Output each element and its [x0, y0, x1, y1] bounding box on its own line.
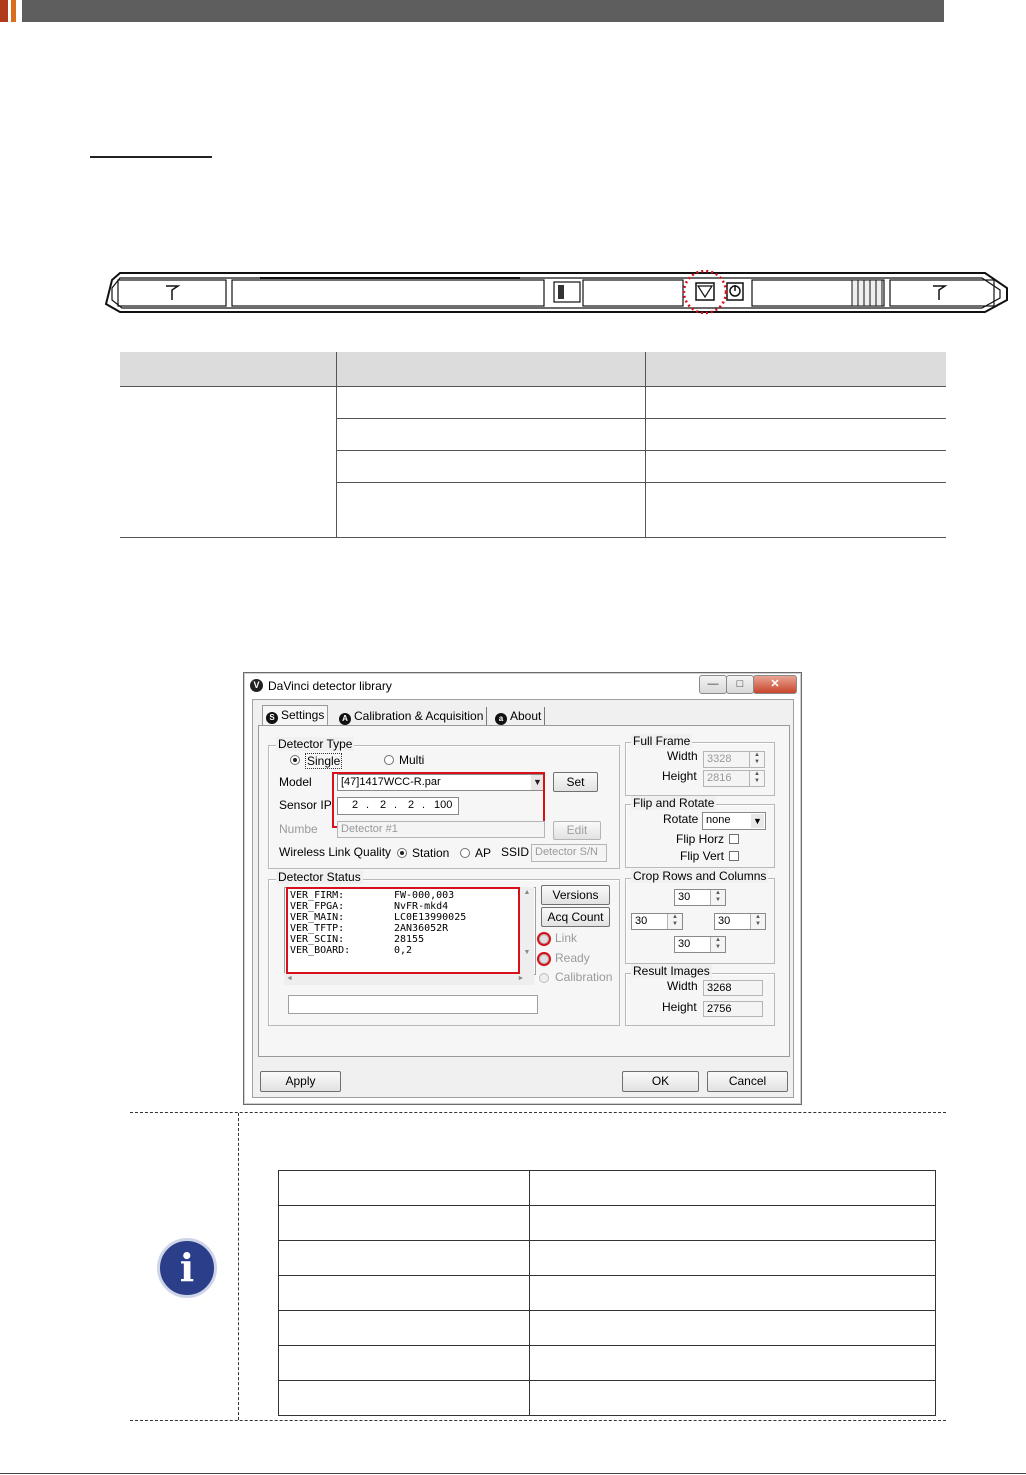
highlight-box-status — [286, 887, 520, 974]
status-key: VER_FPGA: — [290, 901, 345, 912]
flip-vert-label: Flip Vert — [680, 849, 725, 863]
ap-radio[interactable] — [460, 848, 470, 858]
spinner-icon[interactable]: ▲ ▼ — [749, 752, 764, 767]
ip-octet-1: 2 — [352, 799, 359, 811]
acq-count-button[interactable]: Acq Count — [541, 907, 610, 927]
table-row — [279, 1346, 936, 1381]
table-row — [279, 1381, 936, 1416]
table-header-row — [120, 352, 946, 387]
ok-button[interactable]: OK — [622, 1071, 699, 1092]
header-accent-dark — [0, 0, 8, 22]
highlight-circle-ready — [537, 952, 551, 966]
about-tab-icon: a — [495, 713, 507, 725]
ip-dot: . — [366, 799, 370, 811]
chevron-down-icon: ▼ — [751, 814, 764, 828]
chevron-down-icon[interactable]: ▼ — [531, 775, 544, 790]
table-cell — [337, 483, 646, 538]
table-cell — [646, 387, 947, 419]
full-frame-width-label: Width — [667, 749, 698, 763]
number-select[interactable]: Detector #1 — [337, 821, 545, 838]
spinner-icon[interactable]: ▲ ▼ — [750, 914, 765, 929]
tab-about[interactable] — [492, 707, 545, 725]
horizontal-scrollbar[interactable]: ◄ ► — [284, 973, 534, 985]
table-cell — [646, 451, 947, 483]
crop-title: Crop Rows and Columns — [633, 869, 767, 883]
table-row — [120, 387, 946, 419]
ap-label: AP — [475, 846, 492, 860]
header-bar — [22, 0, 944, 22]
table-row — [279, 1171, 936, 1206]
vertical-scrollbar[interactable]: ▲ ▼ — [520, 887, 534, 973]
number-label: Numbe — [279, 822, 318, 836]
table-cell — [279, 1276, 530, 1311]
crop-top-value: 30 — [678, 891, 691, 903]
status-key: VER_MAIN: — [290, 912, 345, 923]
table-cell — [646, 483, 947, 538]
info-box-divider — [238, 1113, 239, 1420]
maximize-button[interactable]: □ — [726, 675, 754, 694]
table-header-cell — [646, 352, 947, 387]
davinci-window — [243, 672, 802, 1105]
crop-left-value: 30 — [635, 915, 648, 927]
set-button[interactable]: Set — [553, 772, 598, 792]
window-title: DaVinci detector library — [268, 679, 392, 693]
model-select[interactable]: [47]1417WCC-R.par — [337, 774, 545, 791]
table-row — [279, 1241, 936, 1276]
table-cell — [120, 387, 337, 538]
ip-octet-4: 100 — [434, 799, 453, 811]
ip-octet-2: 2 — [380, 799, 387, 811]
crop-top-field[interactable] — [674, 889, 726, 906]
table-cell — [337, 387, 646, 419]
model-label: Model — [279, 775, 312, 789]
crop-right-field[interactable] — [714, 913, 766, 930]
status-value: 0,2 — [394, 945, 413, 956]
crop-left-field[interactable] — [631, 913, 683, 930]
detector-type-title: Detector Type — [278, 737, 353, 751]
ssid-field[interactable]: Detector S/N — [531, 844, 607, 862]
crop-bottom-value: 30 — [678, 938, 691, 950]
status-key: VER_BOARD: — [290, 945, 351, 956]
versions-button[interactable]: Versions — [541, 885, 610, 905]
status-value: 2AN36052R — [394, 923, 449, 934]
status-key: VER_FIRM: — [290, 890, 345, 901]
flip-horz-label: Flip Horz — [676, 832, 725, 846]
info-icon: i — [157, 1238, 217, 1298]
single-radio[interactable] — [290, 755, 300, 765]
status-key: VER_TFTP: — [290, 923, 345, 934]
full-frame-height-value: 2816 — [707, 772, 732, 784]
multi-label: Multi — [399, 753, 425, 767]
minimize-button[interactable]: — — [699, 675, 727, 694]
edit-button[interactable]: Edit — [553, 821, 601, 840]
spinner-icon[interactable]: ▲ ▼ — [710, 937, 725, 952]
status-value: LC0E13990025 — [394, 912, 467, 923]
result-height-field[interactable]: 2756 — [703, 1001, 763, 1017]
table-cell — [279, 1241, 530, 1276]
info-box-top-border — [130, 1112, 946, 1113]
result-width-label: Width — [667, 979, 698, 993]
table-cell — [279, 1346, 530, 1381]
full-frame-height-label: Height — [662, 769, 697, 783]
ip-dot: . — [394, 799, 398, 811]
table-cell — [646, 419, 947, 451]
ssid-label: SSID — [501, 845, 530, 859]
wireless-link-quality-label: Wireless Link Quality — [279, 845, 392, 859]
detector-side-illustration — [100, 270, 1012, 318]
table-cell — [530, 1276, 936, 1311]
status-value: FW-000,003 — [394, 890, 455, 901]
highlight-box-model-ip — [332, 772, 545, 828]
link-label: Link — [555, 931, 578, 945]
calibration-indicator — [539, 973, 549, 983]
table-cell — [279, 1381, 530, 1416]
result-width-field[interactable]: 3268 — [703, 980, 763, 996]
tab-settings[interactable] — [262, 705, 328, 726]
cancel-button[interactable]: Cancel — [707, 1071, 788, 1092]
tab-label: About — [510, 709, 542, 723]
ip-dot: . — [422, 799, 426, 811]
table-header-cell — [120, 352, 337, 387]
progress-bar — [288, 995, 538, 1014]
result-images-title: Result Images — [633, 964, 710, 978]
table-cell — [530, 1171, 936, 1206]
status-value: NvFR-mkd4 — [394, 901, 449, 912]
status-value: 28155 — [394, 934, 425, 945]
rotate-label: Rotate — [663, 812, 699, 826]
flip-horz-checkbox[interactable] — [729, 834, 739, 844]
ip-octet-3: 2 — [408, 799, 415, 811]
apply-button[interactable]: Apply — [260, 1071, 341, 1092]
calibration-label: Calibration — [555, 970, 613, 984]
led-status-table — [120, 352, 946, 538]
table-cell — [279, 1206, 530, 1241]
full-frame-title: Full Frame — [633, 734, 691, 748]
tab-label: Calibration & Acquisition — [354, 709, 484, 723]
multi-radio[interactable] — [384, 755, 394, 765]
result-height-label: Height — [662, 1000, 697, 1014]
detector-status-title: Detector Status — [278, 870, 361, 884]
table-row — [279, 1206, 936, 1241]
single-label: Single — [307, 754, 341, 768]
status-key: VER_SCIN: — [290, 934, 345, 945]
tab-label: Settings — [281, 708, 325, 722]
full-frame-width-field[interactable] — [703, 751, 765, 768]
spinner-icon[interactable]: ▲ ▼ — [667, 914, 682, 929]
spinner-icon[interactable]: ▲ ▼ — [749, 771, 764, 786]
station-radio[interactable] — [397, 848, 407, 858]
info-box-bottom-border — [130, 1420, 946, 1421]
footer-rule — [0, 1473, 1026, 1474]
table-cell — [530, 1206, 936, 1241]
rotate-value: none — [706, 814, 731, 826]
table-cell — [530, 1381, 936, 1416]
settings-tab-icon: S — [266, 712, 278, 724]
rotate-select[interactable] — [702, 812, 766, 830]
info-table — [278, 1170, 936, 1416]
app-logo-icon: V — [250, 679, 263, 692]
table-row — [279, 1276, 936, 1311]
flip-rotate-title: Flip and Rotate — [633, 796, 715, 810]
close-button[interactable]: ✕ — [753, 675, 797, 694]
table-row — [279, 1311, 936, 1346]
subsection-underline — [90, 156, 212, 158]
spinner-icon[interactable]: ▲ ▼ — [710, 890, 725, 905]
crop-bottom-field[interactable] — [674, 936, 726, 953]
station-label: Station — [412, 846, 450, 860]
tab-calibration-acquisition[interactable] — [336, 707, 487, 725]
highlight-circle-link — [537, 932, 551, 946]
table-cell — [279, 1171, 530, 1206]
ready-label: Ready — [555, 951, 590, 965]
table-cell — [530, 1241, 936, 1276]
table-cell — [337, 451, 646, 483]
crop-right-value: 30 — [718, 915, 731, 927]
calibration-tab-icon: A — [339, 713, 351, 725]
table-cell — [530, 1346, 936, 1381]
sensor-ip-label: Sensor IP — [279, 798, 332, 812]
full-frame-height-field[interactable] — [703, 770, 765, 787]
header-accent-light — [11, 0, 16, 22]
table-header-cell — [337, 352, 646, 387]
table-cell — [530, 1311, 936, 1346]
table-cell — [337, 419, 646, 451]
table-cell — [279, 1311, 530, 1346]
flip-vert-checkbox[interactable] — [729, 851, 739, 861]
full-frame-width-value: 3328 — [707, 753, 732, 765]
